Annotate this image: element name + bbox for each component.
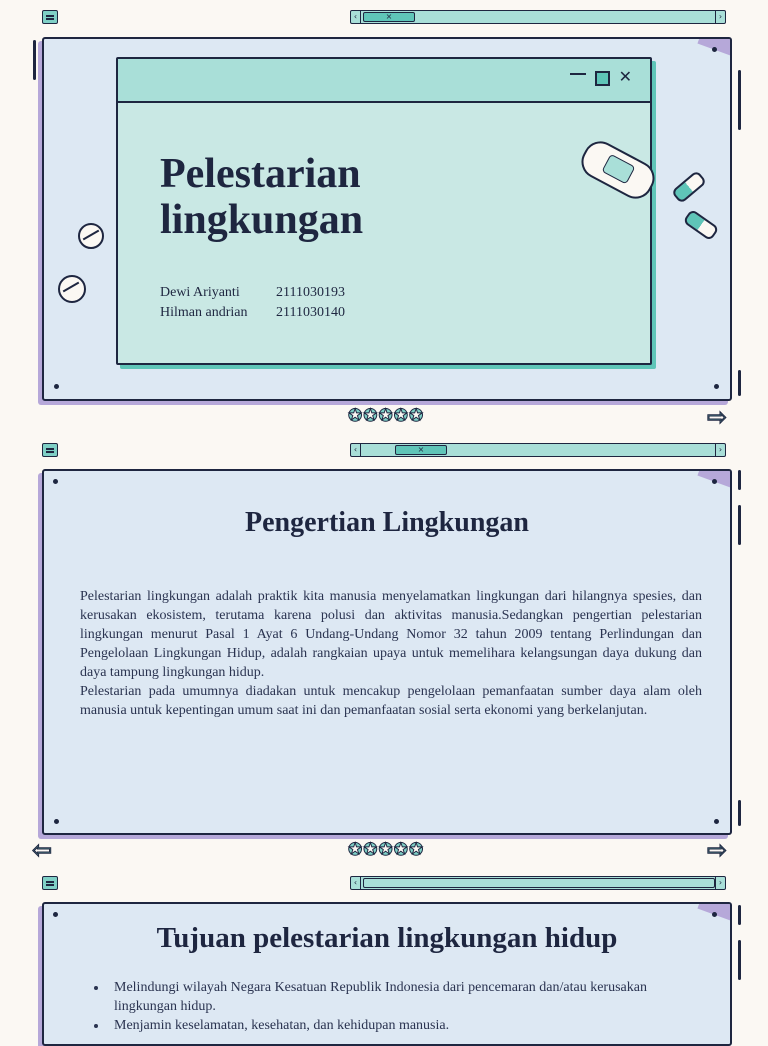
deco-dot [712, 47, 717, 52]
author-nim: 2111030140 [276, 305, 345, 320]
scroll-left-icon[interactable]: ‹ [351, 877, 361, 889]
deco-dot [53, 479, 58, 484]
scroll-right-icon[interactable]: › [715, 11, 725, 23]
paragraph: Pelestarian lingkungan adalah praktik kita manusia menyelamatkan lingkungan dari hilangnya spesies, dan kerusakan ekosistem, terutama karena polusi dan aktivitas manusia.Sedangkan pengertian pelestarian lingkungan menurut Pasal 1 Ayat 6 Undang-Undang Nomor 32 tahun 2009 tentang Perlindungan dan Pengelolaan Lingkungan Hidup, adalah rangkaian upaya untuk memelihara kelangsungan daya dukung dan daya tampung lingkungan hidup. [80, 589, 702, 680]
rating-stars-icon: ✪✪✪✪✪ [348, 840, 425, 860]
author-list [160, 283, 345, 323]
author-name: Dewi Ariyanti [160, 285, 240, 300]
deco-line [738, 940, 741, 980]
deco-dot [53, 912, 58, 917]
slide-icon [42, 443, 58, 457]
pill-icon [682, 209, 719, 242]
deco-dot [712, 912, 717, 917]
goal-list [104, 978, 690, 1035]
deco-line [738, 905, 741, 925]
slide3-scrollbar[interactable] [350, 876, 726, 890]
paragraph: Pelestarian pada umumnya diadakan untuk mencakup pengelolaan pemanfaatan sumber daya alam oleh manusia untuk kepentingan umum saat ini dan pemanfaatan sosial serta ekonomi yang berkelanjutan. [80, 684, 702, 718]
author-row [160, 283, 345, 303]
tablet-icon [78, 223, 104, 249]
deco-line [738, 70, 741, 130]
section-title: Tujuan pelestarian lingkungan hidup [156, 922, 618, 954]
slide-2 [42, 469, 732, 835]
deco-dot [714, 384, 719, 389]
slide2-scrollbar[interactable] [350, 443, 726, 457]
deco-line [738, 370, 741, 396]
deco-dot [712, 479, 717, 484]
scroll-thumb[interactable] [363, 878, 715, 888]
next-arrow-icon[interactable]: ⇨ [707, 403, 728, 431]
list-item: • Menjamin keselamatan, kesehatan, dan kehidupan manusia. [108, 1016, 690, 1035]
deco-dot [54, 384, 59, 389]
deco-line [738, 800, 741, 826]
minimize-icon[interactable] [570, 73, 586, 75]
author-row [160, 303, 345, 323]
scroll-thumb[interactable]: × [363, 12, 415, 22]
deco-dot [54, 819, 59, 824]
slide1-scrollbar[interactable] [350, 10, 726, 24]
deco-line [33, 40, 36, 80]
scroll-right-icon[interactable]: › [715, 444, 725, 456]
slide-icon [42, 876, 58, 890]
close-icon[interactable]: ✕ [618, 67, 632, 86]
next-arrow-icon[interactable]: ⇨ [707, 836, 728, 864]
scroll-thumb[interactable]: × [395, 445, 447, 455]
deco-line [738, 470, 741, 490]
section-title: Pengertian Lingkungan [245, 507, 529, 538]
window-titlebar [118, 59, 650, 103]
deco-dot [714, 819, 719, 824]
author-name: Hilman andrian [160, 305, 248, 320]
title-window [116, 57, 652, 365]
slide-1 [42, 37, 732, 401]
deco-line [738, 505, 741, 545]
scroll-left-icon[interactable]: ‹ [351, 11, 361, 23]
definition-text [80, 587, 702, 720]
scroll-left-icon[interactable]: ‹ [351, 444, 361, 456]
presentation-title: Pelestarian lingkungan [160, 151, 364, 243]
pill-icon [671, 170, 707, 204]
list-item: • Melindungi wilayah Negara Kesatuan Republik Indonesia dari pencemaran dan/atau kerusakan lingkungan hidup. [108, 978, 690, 1016]
tablet-icon [58, 275, 86, 303]
maximize-icon[interactable] [595, 71, 610, 86]
prev-arrow-icon[interactable]: ⇦ [32, 836, 53, 864]
slide-3 [42, 902, 732, 1046]
author-nim: 2111030193 [276, 285, 345, 300]
rating-stars-icon: ✪✪✪✪✪ [348, 406, 425, 426]
slide-icon [42, 10, 58, 24]
scroll-right-icon[interactable]: › [715, 877, 725, 889]
